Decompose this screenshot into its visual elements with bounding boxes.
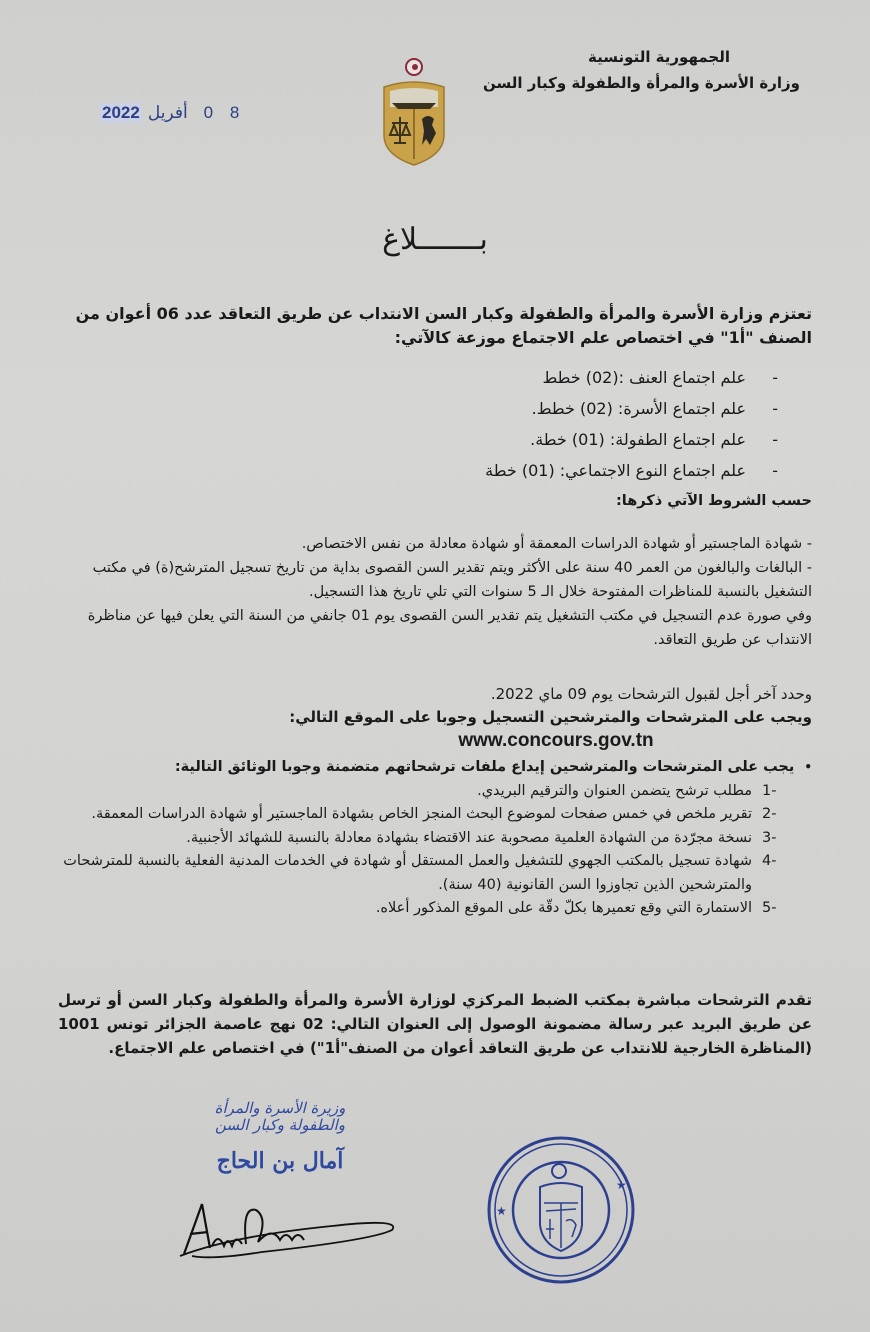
deadline-date: وحدد آخر أجل لقبول الترشحات يوم 09 ماي 2022.	[490, 685, 812, 703]
ministry-name: وزارة الأسرة والمرأة والطفولة وكبار السن	[482, 74, 800, 92]
website-link[interactable]: www.concours.gov.tn	[458, 730, 654, 751]
minister-name: آمال بن الحاج	[216, 1148, 344, 1174]
list-item: - علم اجتماع الطفولة: (01) خطة.	[530, 430, 778, 449]
bullet-icon: •	[804, 760, 812, 774]
signature-stamp	[160, 1100, 400, 1174]
list-item: - علم اجتماع النوع الاجتماعي: (01) خطة	[485, 461, 778, 480]
condition-item: - البالغات والبالغون من العمر 40 سنة على الأكثر ويتم تقدير السن القصوى بداية من تاريخ تسجيل المترشح(ة) في مكتب التشغيل بالنسبة للمناظرات المفتوحة خلال الـ 5 سنوات التي تلي تاريخ هذا التسجيل.	[92, 560, 812, 600]
tunisia-coat-of-arms-icon	[378, 55, 450, 170]
date-month: أفريل	[147, 103, 188, 122]
conditions-title: حسب الشروط الآتي ذكرها:	[615, 493, 812, 509]
svg-text:★: ★	[496, 1204, 507, 1218]
required-documents	[60, 756, 812, 921]
documents-list	[60, 780, 812, 921]
registration-note: ويجب على المترشحات والمترشحين التسجيل وجوبا على الموقع التالي:	[289, 708, 812, 726]
list-item: 1- مطلب ترشح يتضمن العنوان والترقيم البريدي.	[477, 782, 777, 799]
condition-item: وفي صورة عدم التسجيل في مكتب التشغيل يتم تقدير السن القصوى يوم 01 جانفي من السنة التي يعلن فيها عن مناظرة الانتداب عن طريق التعاقد.	[87, 608, 812, 648]
official-seal-icon	[484, 1133, 638, 1287]
list-item: - علم اجتماع الأسرة: (02) خطط.	[531, 399, 778, 418]
date-year: 2022	[102, 103, 140, 122]
documents-intro: • يجب على المترشحات والمترشحين إيداع ملفات ترشحاتهم متضمنة وجوبا الوثائق التالية:	[60, 756, 812, 780]
date-day: 0 8	[203, 103, 246, 122]
list-item: 3- نسخة مجرّدة من الشهادة العلمية مصحوبة عند الاقتضاء بشهادة معادلة بالنسبة للشهائد الأجنبية.	[186, 829, 777, 846]
document-title: بـــــــلاغ	[382, 222, 488, 257]
submission-paragraph: تقدم الترشحات مباشرة بمكتب الضبط المركزي لوزارة الأسرة والمرأة والطفولة وكبار السن أو ترسل عن طريق البريد عبر رسالة مضمونة الوصول إلى العنوان التالي: 02 نهج عاصمة الجزائر تونس 1001 (المناظرة الخارجية للانتداب عن طريق التعاقد أعوان من الصنف"أ1") في اختصاص علم الاجتماع.	[58, 991, 812, 1057]
date-stamp	[100, 103, 245, 123]
svg-text:★: ★	[616, 1178, 627, 1192]
list-item: - علم اجتماع العنف :(02) خطط	[542, 368, 778, 387]
condition-item: - شهادة الماجستير أو شهادة الدراسات المعمقة أو شهادة معادلة من نفس الاختصاص.	[301, 536, 812, 552]
minister-title-line1: وزيرة الأسرة والمرأة	[214, 1099, 346, 1117]
list-item: 5- الاستمارة التي وقع تعميرها بكلّ دقّة على الموقع المذكور أعلاه.	[375, 900, 777, 916]
handwritten-signature-icon	[172, 1196, 402, 1266]
republic-name: الجمهورية التونسية	[588, 48, 730, 66]
deadline-section	[60, 683, 812, 752]
list-item: 4- شهادة تسجيل بالمكتب الجهوي للتشغيل والعمل المستقل أو شهادة في الخدمات المدنية الفعلية بالنسبة للمترشحات والمترشحين الذين تجاوزوا السن القانونية (40 سنة).	[63, 853, 777, 893]
ministry-header	[440, 44, 800, 96]
conditions-body	[52, 532, 812, 652]
minister-title-line2: والطفولة وكبار السن	[214, 1116, 346, 1134]
intro-paragraph: تعتزم وزارة الأسرة والمرأة والطفولة وكبار السن الانتداب عن طريق التعاقد عدد 06 أعوان من الصنف "أ1" في اختصاص علم الاجتماع موزعة كالآتي:	[75, 304, 812, 347]
list-item: 2- تقرير ملخص في خمس صفحات لموضوع البحث المنجز الخاص بشهادة الماجستير أو شهادة الدراسات المعمقة.	[91, 806, 777, 822]
specialties-list	[418, 362, 778, 486]
